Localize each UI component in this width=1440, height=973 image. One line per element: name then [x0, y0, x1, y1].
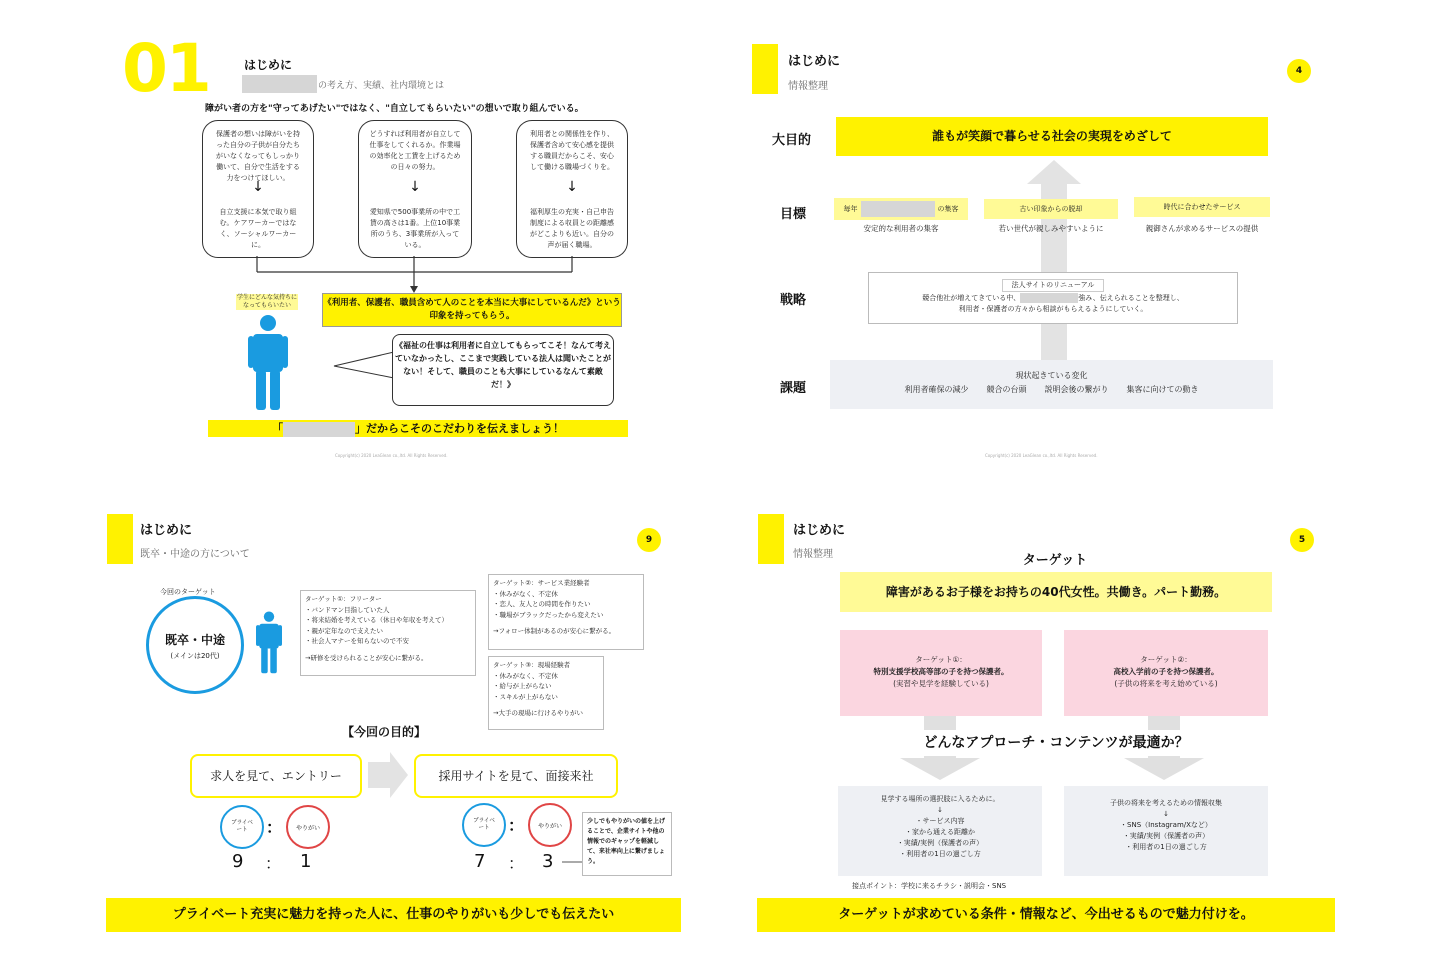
slide9-t2-note: →フォロー体制があるのが安心に繋がる。: [493, 627, 616, 635]
slide9-target3-box: [488, 656, 604, 730]
slide9-t1-item-1: ・バンドマン目指していた人: [305, 605, 390, 614]
slide9-private-label-2: プライベート: [473, 818, 495, 831]
slide9-page-number: 9: [637, 528, 661, 552]
slide5-c1-item-1: ・サービス内容: [915, 817, 965, 825]
slide4-title: はじめに: [788, 54, 841, 69]
slide9-yarigai-circle-2: [528, 803, 572, 847]
slide5-c1-item-4: ・利用者の1日の過ごし方: [899, 850, 981, 858]
slide9-target2-box: [488, 574, 644, 650]
slide9-t2-item-2: ・恋人、友人との時間を作りたい: [493, 600, 591, 608]
slide5-content1-box: [838, 786, 1042, 876]
slide9-t1-title: ターゲット①：フリーター: [305, 595, 382, 603]
slide9-private-label-1: プライベート: [231, 820, 253, 833]
slide9-private-circle-2: [462, 803, 506, 847]
slide9-yarigai-circle-1: [286, 805, 330, 849]
slide4-issue-4: 集客に向けての動き: [1126, 385, 1199, 394]
slide1-subtitle: の考え方、実績、社内環境とは: [318, 81, 445, 91]
slide9-ratio1-left: 9: [232, 851, 244, 872]
slide4-goal1-suffix: の集客: [937, 205, 959, 213]
slide5-t2-line1: 高校入学前の子を持つ保護者。: [1113, 667, 1219, 676]
slide1-box-2: [358, 120, 472, 258]
slide5-target2-box: [1064, 630, 1268, 716]
slide5-page-number: 5: [1290, 528, 1314, 552]
slide1-box1-bottom: 自立支援に本気で取り組む。ケアワーカーではなく、ソーシャルワーカーに。: [219, 208, 297, 249]
slide4-issue-1: 利用者確保の減少: [904, 385, 969, 394]
slide5-c2-item-2: ・実績/実例（保護者の声）: [1122, 832, 1210, 840]
slide4-goal-2: 古い印象からの脱却: [984, 199, 1118, 219]
slide9-t2-title: ターゲット②：サービス業経験者: [493, 579, 590, 587]
slide4-strategy-prefix: 競合他社が増えてきている中、: [922, 294, 1021, 302]
arrow-down-icon: ↓: [566, 179, 578, 195]
slide5-c1-item-3: ・実績/実例（保護者の声）: [896, 839, 984, 847]
slide5-c2-item-1: ・SNS（Instagram/Xなど）: [1120, 821, 1212, 829]
redacted-name: [1020, 293, 1078, 303]
slide4-issues-box: [830, 360, 1273, 409]
slide4-purpose: 誰もが笑顔で暮らせる社会の実現をめざして: [836, 117, 1268, 156]
slide9-subtitle: 既卒・中途の方について: [140, 549, 250, 560]
slide9-ratio1-colon: ：: [265, 854, 282, 873]
arrow-right-icon: [368, 752, 408, 798]
slide4-issues-list: [830, 384, 1273, 396]
slide4-goal-3: 時代に合わせたサービス: [1134, 197, 1270, 217]
slide5-c1-item-2: ・家から通える距離か: [905, 828, 975, 836]
slide4-goal-1: [834, 198, 968, 220]
slide1-box-1: [202, 120, 314, 258]
slide9-ratio2-colon: ：: [508, 854, 525, 873]
slide9-step-1: 求人を見て、エントリー: [190, 754, 362, 798]
slide1-box2-bottom: 愛知県で500事業所の中で工賃の高さは1番。上位10事業所のうち、3事業所が入っている。: [369, 208, 461, 249]
slide9-circle-main: 既卒・中途: [164, 633, 225, 647]
slide1-person-label: 学生にどんな気持ちになってもらいたい: [236, 294, 297, 309]
slide5-target-heading: ターゲット: [1022, 553, 1088, 568]
slide9-ratio2-left: 7: [474, 851, 486, 872]
arrow-down-icon: ↓: [409, 179, 421, 195]
slide9-t1-item-2: ・将来結婚を考えている（休日や年収を考えて）: [305, 616, 448, 624]
slide9-t3-item-2: ・給与が上がらない: [493, 682, 552, 690]
slide1-box3-bottom: 福利厚生の充実・自己申告制度による収員との距離感がどこよりも近い。自分の声が届く職場。: [530, 208, 614, 249]
slide5-c2-item-3: ・利用者の1日の過ごし方: [1125, 843, 1207, 851]
slide9-yarigai-label-1: やりがい: [295, 824, 320, 832]
slide4-accent: [752, 44, 778, 94]
slide9-t2-item-1: ・休みがなく、不定休: [493, 589, 558, 598]
slide4-goal2-desc: 若い世代が親しみやすいように: [998, 224, 1104, 233]
slide9-t3-item-1: ・休みがなく、不定休: [493, 671, 558, 680]
slide1-box1-top: 保護者の想いは障がいを持った自分の子供が自分たちがいなくなってもしっかり働いて、自分で生活をする力をつけてほしい。: [216, 130, 300, 182]
slide5-target1-box: [840, 630, 1042, 716]
slide9-note-connector: [562, 860, 584, 864]
slide1-copyright: Copyright(c) 2020 LeaGlean co.,ltd. All Rights Reserved.: [335, 453, 448, 458]
slide9-t3-note: →大手の現場に行けるやりがい: [493, 709, 583, 717]
slide9-step-2: 採用サイトを見て、面接来社: [414, 754, 618, 798]
slide1-banner-suffix: 」だからこそのこだわりを伝えましょう！: [355, 422, 564, 435]
slide5-banner: ターゲットが求めている条件・情報など、今出せるもので魅力付けを。: [757, 898, 1335, 932]
slide1-connector: [200, 256, 630, 296]
slide4-subtitle: 情報整理: [788, 81, 828, 92]
slide4-issue-3: 説明会後の繋がり: [1044, 385, 1109, 394]
slide4-issues-title: 現状起きている変化: [1015, 371, 1088, 380]
slide9-private-circle-1: [220, 805, 264, 849]
slide9-target-caption: 今回のターゲット: [160, 588, 216, 596]
slide4-strategy-suffix: 強み、伝えられることを整理し、: [1078, 294, 1184, 302]
slide5-subtitle: 情報整理: [793, 549, 833, 560]
slide5-title: はじめに: [793, 523, 846, 538]
arrow-up-icon: [1027, 160, 1081, 360]
slide4-row-label-3: 戦略: [780, 293, 807, 308]
slide9-t1-note: →研修を受けられることが安心に繋がる。: [305, 653, 428, 662]
slide4-row-label-1: 大目的: [772, 133, 812, 148]
slide1-title: はじめに: [244, 58, 293, 72]
slide4-goal1-prefix: 毎年: [843, 205, 858, 213]
slide9-title: はじめに: [140, 523, 193, 538]
slide4-strategy-line2: 利用者・保護者の方々から相談がもらえるようにしていく。: [958, 305, 1148, 313]
slide5-touchpoint: 接点ポイント：学校に来るチラシ・説明会・SNS: [852, 882, 1007, 890]
arrow-down-icon: ↓: [252, 179, 264, 195]
slide5-t2-line2: (子供の将来を考え始めている): [1114, 679, 1218, 688]
person-icon: [248, 314, 288, 410]
slide9-t2-item-3: ・職場がブラックだったから変えたい: [493, 610, 604, 619]
slide5-c1-down: ↓: [937, 806, 943, 814]
slide1-box2-top: どうすれば利用者が自立して仕事をしてくれるか。作業場の効率化と工賃を上げるための日々の努力。: [369, 130, 461, 171]
slide1-speech: 《福祉の仕事は利用者に自立してもらってこそ！なんて考えていなかったし、ここまで実践している法人は聞いたことがない！そして、職員のことも大事にしているなんて素敵だ！》: [392, 334, 614, 406]
slide1-lead: 障がい者の方を"守ってあげたい"ではなく、"自立してもらいたい"の想いで取り組んでいる。: [205, 104, 584, 114]
slide5-c2-down: ↓: [1163, 810, 1169, 818]
person-icon: [256, 610, 282, 674]
slide9-t3-item-3: ・スキルが上がらない: [493, 692, 558, 701]
slide5-t1-line1: 特別支援学校高等部の子を持つ保護者。: [873, 667, 1009, 676]
slide1-box-3: [516, 120, 628, 258]
slide4-strategy-line1: [869, 292, 1237, 304]
slide4-goal3-desc: 親御さんが求めるサービスの提供: [1145, 224, 1259, 233]
slide4-strategy-title: 法人サイトのリニューアル: [1002, 279, 1104, 292]
slide9-target-circle: [146, 596, 244, 694]
slide9-t1-item-3: ・親が定年なので支えたい: [305, 626, 383, 635]
redacted-name: [861, 201, 935, 217]
redacted-name: [242, 75, 317, 93]
slide9-banner: プライベート充実に魅力を持った人に、仕事のやりがいも少しでも伝えたい: [106, 898, 681, 932]
slide4-row-label-4: 課題: [780, 381, 807, 396]
slide1-number: 01: [122, 30, 210, 107]
slide4-issue-2: 競合の台頭: [986, 385, 1027, 394]
speech-tail: [334, 350, 396, 380]
slide1-impression: 《利用者、保護者、職員含めて人のことを本当に大事にしているんだ》という印象を持ってもらう。: [322, 293, 622, 327]
slide1-banner-prefix: 「: [272, 422, 283, 435]
slide5-content2-box: [1064, 786, 1268, 876]
slide9-ratio1-right: 1: [300, 851, 312, 872]
slide4-strategy-box: [868, 272, 1238, 324]
slide9-note: 少しでもやりがいの値を上げることで、企業サイトや他の情報でのギャップを軽減して、来社率向上に繋げましょう。: [582, 812, 672, 876]
slide9-colon-1: ：: [266, 818, 283, 837]
slide4-copyright: Copyright(c) 2020 LeaGlean co.,ltd. All Rights Reserved.: [985, 453, 1098, 458]
slide4-goal1-desc: 安定的な利用者の集客: [863, 224, 939, 233]
slide9-yarigai-label-2: やりがい: [537, 822, 562, 830]
slide5-t1-title: ターゲット①：: [915, 655, 967, 664]
slide1-box3-top: 利用者との関係性を作り、保護者含めて安心感を提供する職員だからこそ、安心して働ける職場づくりを。: [530, 130, 614, 171]
slide5-question: どんなアプローチ・コンテンツが最適か？: [888, 730, 1224, 756]
slide9-accent: [107, 514, 133, 564]
redacted-name: [283, 422, 355, 437]
slide9-t3-title: ターゲット③：現場経験者: [493, 661, 571, 669]
slide9-ratio2-right: 3: [542, 851, 554, 872]
slide4-page-number: 4: [1287, 59, 1311, 83]
slide9-circle-sub: (メインは20代): [170, 652, 220, 660]
slide5-accent: [758, 514, 784, 564]
slide4-row-label-2: 目標: [780, 207, 807, 222]
slide9-t1-item-4: ・社会人マナーを知らないので不安: [305, 637, 409, 645]
slide9-target1-box: [300, 590, 476, 676]
slide9-purpose-label: 【今回の目的】: [342, 725, 427, 739]
slide5-t2-title: ターゲット②：: [1140, 655, 1192, 664]
slide5-target-main: 障害があるお子様をお持ちの40代女性。共働き。パート勤務。: [840, 572, 1272, 612]
slide5-t1-line2: (実習や見学を経験している): [893, 679, 989, 688]
slide9-colon-2: ：: [508, 816, 525, 835]
slide5-c2-title: 子供の将来を考えるための情報収集: [1110, 799, 1222, 807]
slide1-bottom-banner: [208, 420, 628, 437]
slide5-c1-title: 見学する場所の選択肢に入るために。: [880, 795, 1000, 803]
